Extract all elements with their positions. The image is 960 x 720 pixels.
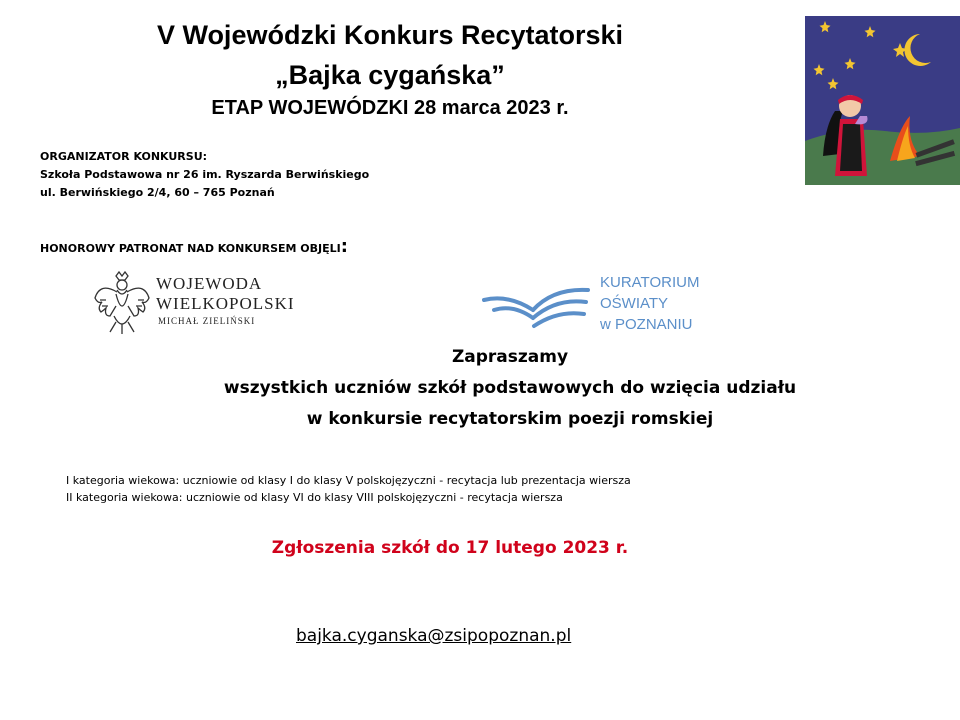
- patronage-heading: [40, 236, 348, 257]
- organizer-block: [40, 148, 369, 202]
- patronage-heading-text: HONOROWY PATRONAT NAD KONKURSEM OBJĘLI: [40, 242, 341, 255]
- invitation-line-1: Zapraszamy: [451, 347, 569, 367]
- title-line-2: „Bajka cygańska”: [275, 60, 505, 90]
- kuratorium-line-2: OŚWIATY: [600, 295, 669, 312]
- patronage-colon: :: [340, 236, 348, 257]
- invitation-line-2: wszystkich uczniów szkół podstawowych do wzięcia udziału: [223, 378, 797, 398]
- deadline-text: Zgłoszenia szkół do 17 lutego 2023 r.: [271, 538, 629, 558]
- organizer-school: Szkoła Podstawowa nr 26 im. Ryszarda Berwińskiego: [40, 168, 370, 181]
- category-item: I kategoria wiekowa: uczniowie od klasy I do klasy V polskojęzyczni - recytacja lub prezentacja wiersza: [66, 474, 631, 487]
- wojewoda-line-2: WIELKOPOLSKI: [156, 294, 295, 313]
- categories-list: [66, 472, 631, 506]
- kuratorium-line-3: w POZNANIU: [600, 316, 693, 333]
- organizer-address: ul. Berwińskiego 2/4, 60 – 765 Poznań: [40, 186, 275, 199]
- contact-email-link[interactable]: bajka.cyganska@zsipopoznan.pl: [296, 626, 572, 646]
- gypsy-girl-illustration: [805, 16, 960, 185]
- title-line-1: V Wojewódzki Konkurs Recytatorski: [156, 20, 624, 50]
- kuratorium-line-1: KURATORIUM: [600, 274, 700, 291]
- invitation-line-3: w konkursie recytatorskim poezji romskiej: [306, 409, 714, 429]
- open-book-icon: [478, 282, 593, 332]
- white-eagle-emblem-icon: [92, 270, 152, 336]
- wojewoda-logo: [90, 268, 295, 338]
- organizer-heading: ORGANIZATOR KONKURSU:: [40, 150, 208, 163]
- wojewoda-line-3: MICHAŁ ZIELIŃSKI: [158, 316, 256, 326]
- category-item: II kategoria wiekowa: uczniowie od klasy VI do klasy VIII polskojęzyczni - recytacja wiersza: [66, 491, 563, 504]
- wojewoda-line-1: WOJEWODA: [156, 274, 263, 293]
- kuratorium-logo: [478, 268, 718, 340]
- title-line-3: ETAP WOJEWÓDZKI 28 marca 2023 r.: [211, 97, 569, 119]
